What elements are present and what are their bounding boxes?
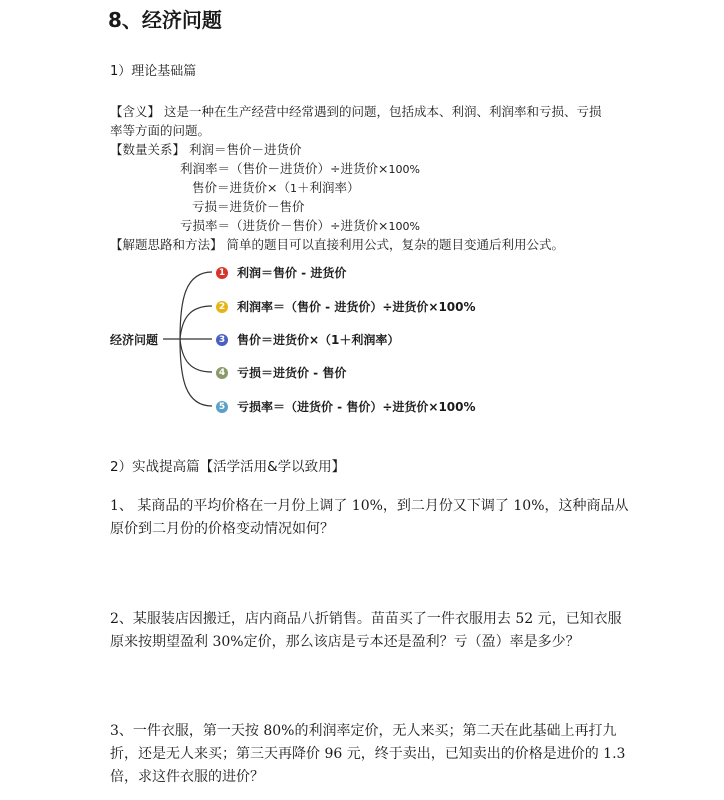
formula-loss: 亏损＝进货价－售价 (192, 199, 305, 214)
number-badge-2: 2 (216, 301, 228, 313)
method-text: 简单的题目可以直接利用公式，复杂的题目变通后利用公式。 (226, 237, 565, 252)
formula-price-a: 售价＝进货价×（ (192, 180, 290, 195)
formula-profit: 利润＝售价－进货价 (189, 142, 302, 157)
branch-text-5: 亏损率＝（进货价 - 售价）÷进货价×100% (237, 400, 476, 414)
section-heading-practice: 2）实战提高篇【活学活用&学以致用】 (110, 459, 346, 475)
mindmap-branch-2 (216, 298, 476, 315)
number-badge-3: 3 (216, 334, 228, 346)
branch-text-1: 利润＝售价 - 进货价 (237, 266, 347, 280)
page-title: 8、经济问题 (108, 8, 222, 32)
formula-loss-rate-text: 亏损率＝（进货价－售价）÷进货价× (180, 218, 389, 233)
number-badge-5: 5 (216, 401, 228, 413)
relations-tag: 【数量关系】 (110, 142, 186, 157)
branch-text-3: 售价＝进货价×（1＋利润率） (237, 333, 400, 347)
mindmap-center: 经济问题 (110, 333, 159, 347)
mindmap-branch-4 (216, 364, 346, 381)
formula-loss-rate-pct: 100% (388, 220, 420, 233)
connector-branch-5 (180, 339, 212, 406)
formula-profit-rate-pct: 100% (388, 163, 420, 176)
branch-text-4: 亏损＝进货价 - 售价 (237, 366, 347, 380)
meaning-text-1: 这是一种在生产经营中经常遇到的问题，包括成本、利润、利润率和亏损、亏损 (164, 104, 602, 119)
formula-price-c: ＋利润率） (296, 180, 360, 195)
question-2: 2、某服装店因搬迁，店内商品八折销售。苗苗买了一件衣服用去 52 元，已知衣服原来按期望盈利 30%定价，那么该店是亏本还是盈利？亏（盈）率是多少？ (110, 611, 622, 650)
method-tag: 【解题思路和方法】 (110, 237, 223, 252)
question-3: 3、一件衣服，第一天按 80%的利润率定价，无人来买；第二天在此基础上再打九折，还是无人来买；第三天再降价 96 元，终于卖出，已知卖出的价格是进价的 1.3 倍，求这件衣服的进价？ (110, 723, 626, 785)
mindmap-branch-3 (216, 331, 399, 348)
section-heading-theory: 1）理论基础篇 (110, 64, 197, 79)
question-1: 1、 某商品的平均价格在一月份上调了 10%，到二月份又下调了 10%，这种商品从原价到二月份的价格变动情况如何？ (110, 498, 629, 537)
branch-text-2: 利润率＝（售价 - 进货价）÷进货价×100% (237, 300, 476, 314)
number-badge-1: 1 (216, 267, 228, 279)
meaning-tag: 【含义】 (110, 104, 161, 119)
formula-profit-rate-text: 利润率＝（售价－进货价）÷进货价× (180, 161, 389, 176)
mindmap-branch-5 (216, 398, 476, 415)
connector-branch-1 (180, 272, 212, 339)
meaning-text-2: 率等方面的问题。 (110, 123, 211, 138)
number-badge-4: 4 (216, 367, 228, 379)
mindmap-branch-1 (216, 264, 346, 281)
connector-branch-4 (180, 339, 212, 372)
connector-branch-2 (180, 306, 212, 339)
formula-price-b: 1 (289, 182, 297, 195)
